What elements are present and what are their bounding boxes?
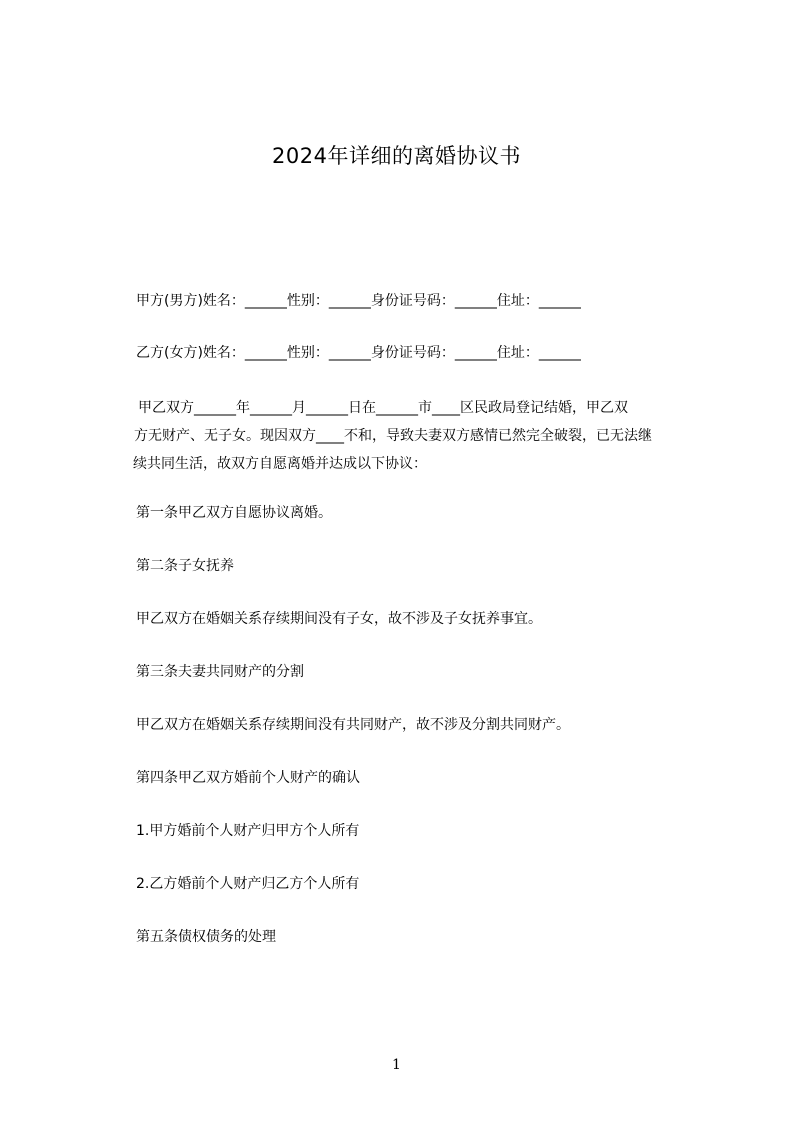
intro-line: 甲乙双方______年______月______日在______市____区民政局登记结婚，甲乙双: [138, 400, 628, 416]
clause-5-heading: 第五条债权债务的处理: [136, 929, 276, 945]
clause-3-heading: 第三条夫妻共同财产的分割: [136, 664, 304, 680]
clause-2-body: 甲乙双方在婚姻关系存续期间没有子女，故不涉及子女抚养事宜。: [136, 611, 542, 627]
intro-paragraph: [133, 394, 716, 478]
clause-2-heading: 第二条子女抚养: [136, 558, 234, 574]
clause-3-body: 甲乙双方在婚姻关系存续期间没有共同财产，故不涉及分割共同财产。: [136, 717, 570, 733]
clause-4-heading: 第四条甲乙双方婚前个人财产的确认: [136, 770, 360, 786]
clause-4-item-1: 1.甲方婚前个人财产归甲方个人所有: [136, 823, 360, 839]
page-number: 1: [392, 1057, 401, 1073]
document-title: 2024年详细的离婚协议书: [272, 144, 521, 168]
intro-line: 续共同生活，故双方自愿离婚并达成以下协议：: [133, 456, 427, 472]
clause-1-heading: 第一条甲乙双方自愿协议离婚。: [136, 505, 332, 521]
clause-4-item-2: 2.乙方婚前个人财产归乙方个人所有: [136, 876, 360, 892]
party-a-info: 甲方(男方)姓名：______性别：______身份证号码：______住址：______: [136, 293, 581, 309]
intro-line: 方无财产、无子女。现因双方____不和，导致夫妻双方感情已然完全破裂，已无法继: [134, 428, 652, 444]
party-b-info: 乙方(女方)姓名：______性别：______身份证号码：______住址：______: [136, 345, 581, 361]
